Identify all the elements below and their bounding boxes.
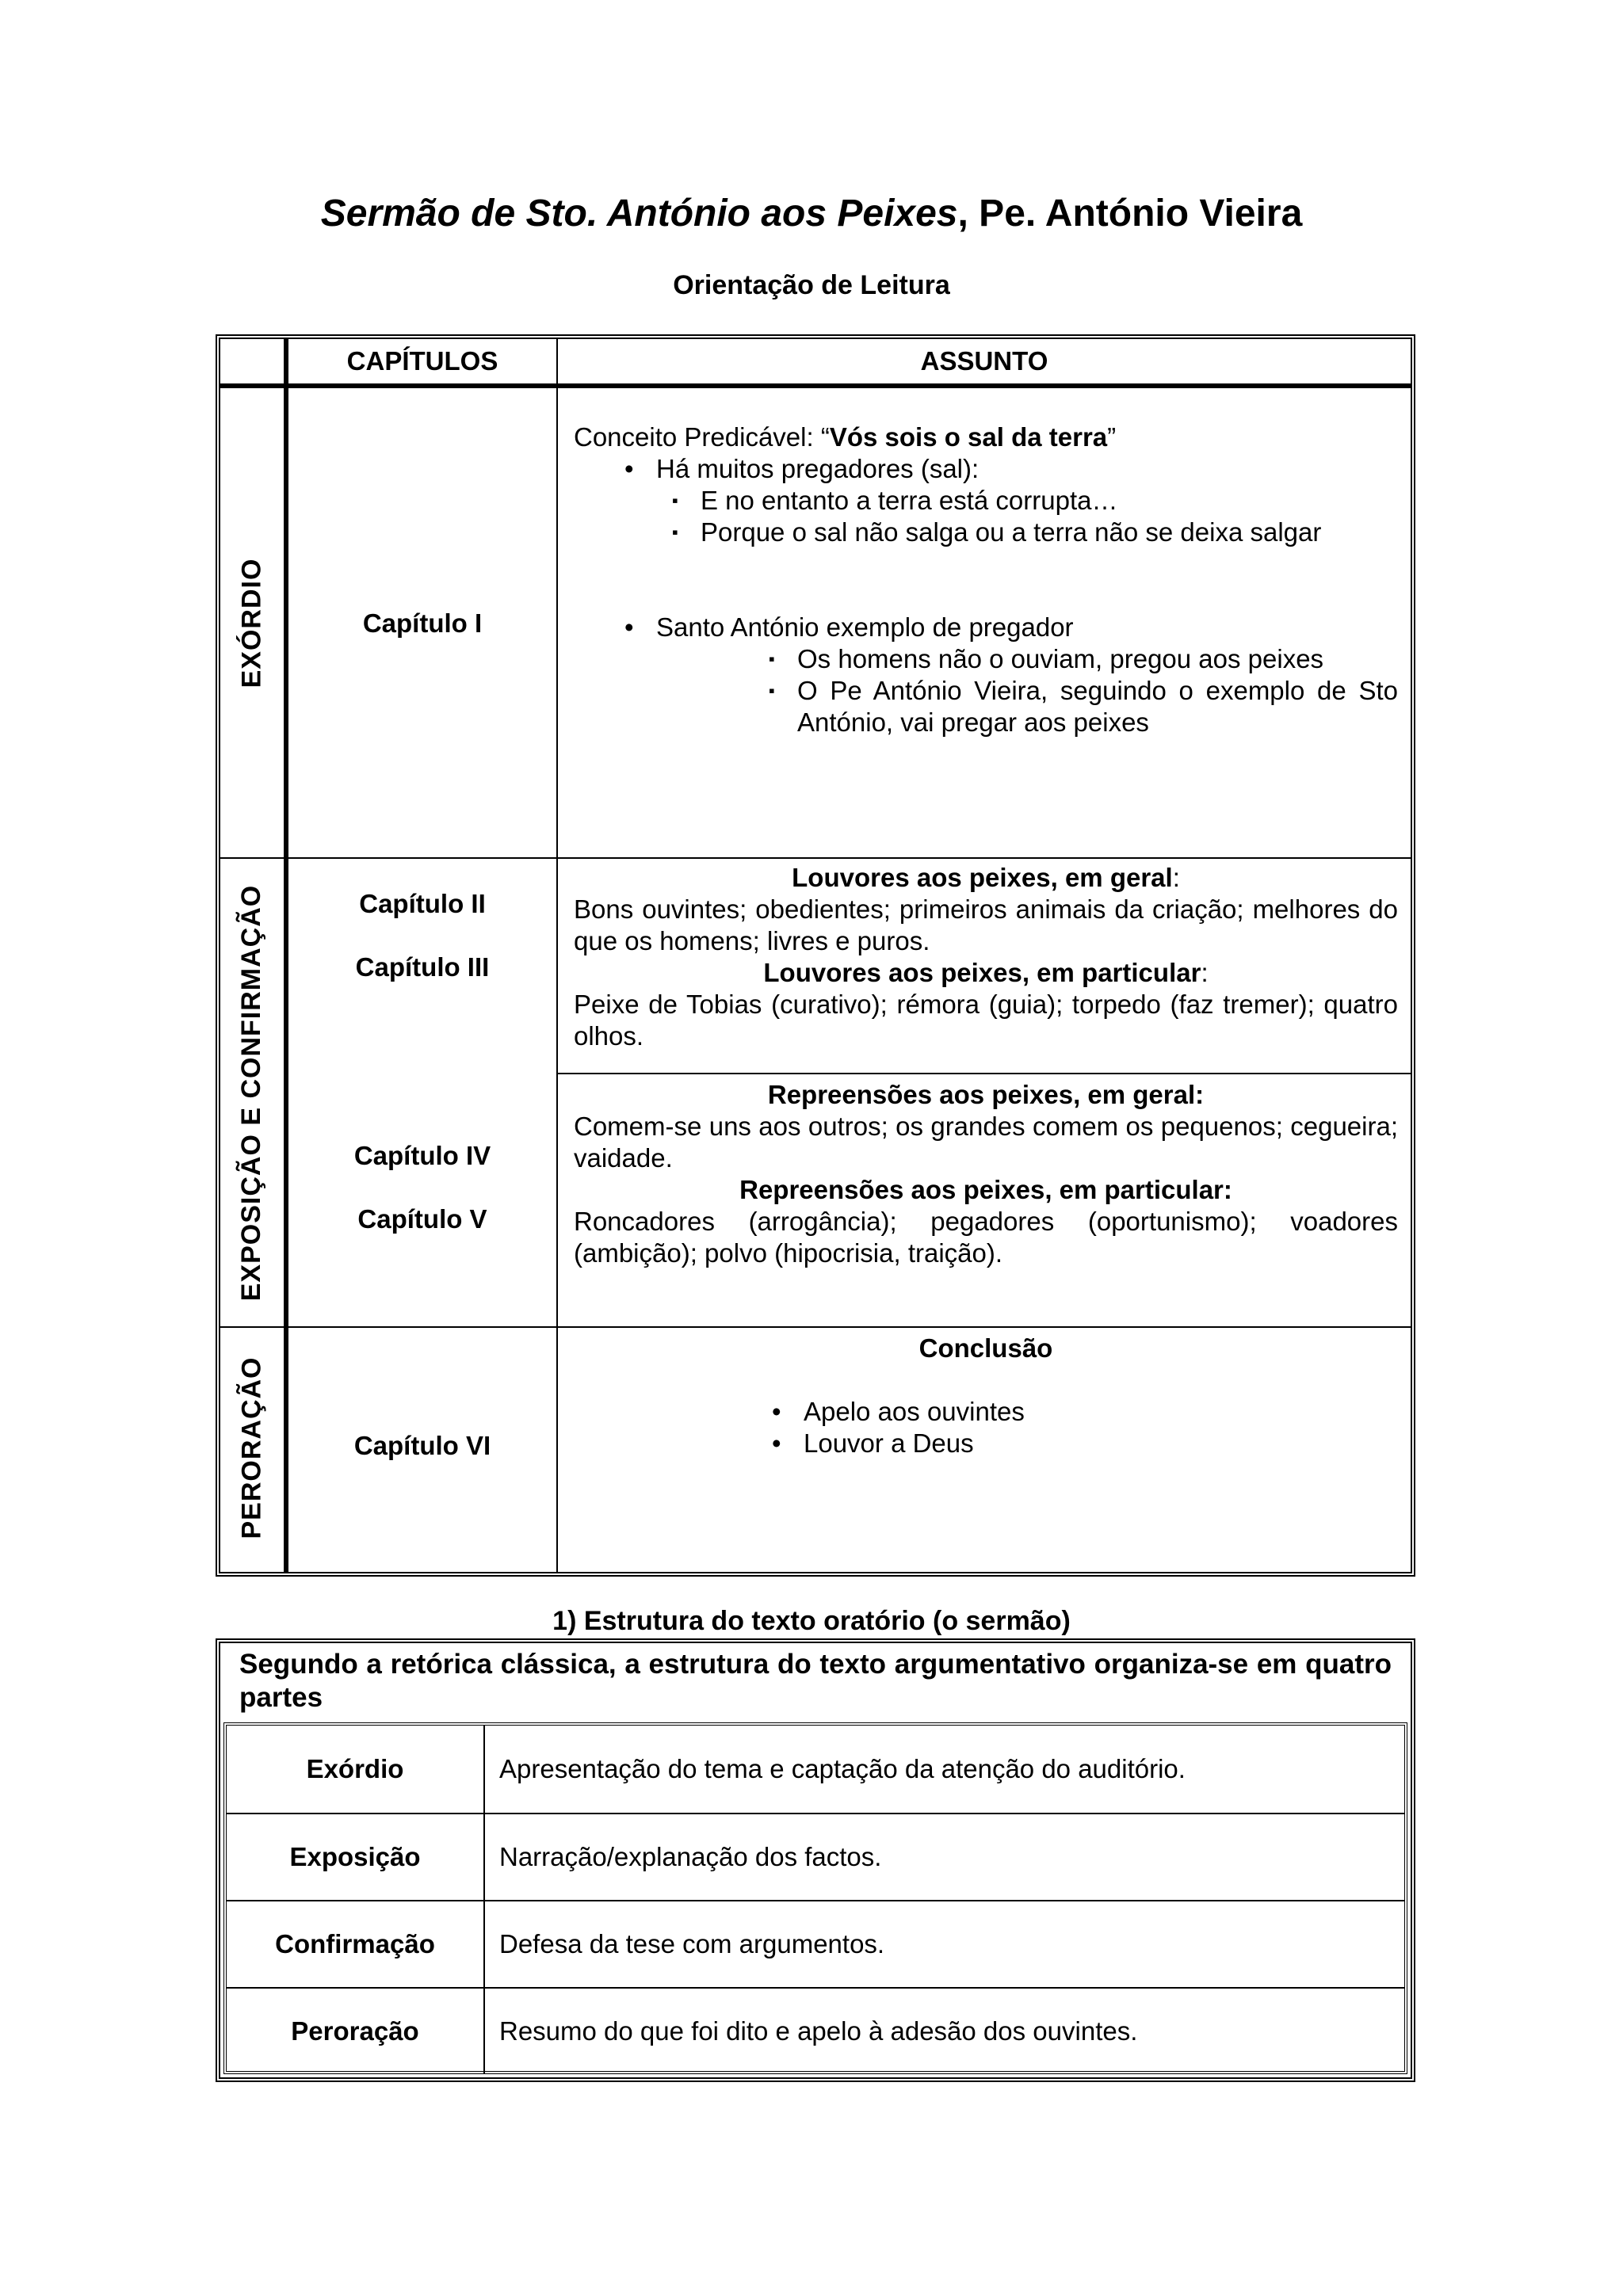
row-divider-praise xyxy=(556,1073,1411,1074)
structure-term: Exórdio xyxy=(306,1754,404,1783)
row-divider xyxy=(483,1989,485,2074)
header-subject: ASSUNTO xyxy=(920,346,1048,376)
structure-definition: Resumo do que foi dito e apelo à adesão dos ouvintes. xyxy=(499,2016,1138,2046)
square-bullet: ▪ xyxy=(769,649,775,669)
chapter-4: Capítulo IV xyxy=(353,1141,491,1170)
bullet-dot: • xyxy=(624,612,634,642)
header-chapters: CAPÍTULOS xyxy=(346,346,498,376)
concept-bold: Vós sois o sal da terra xyxy=(829,422,1108,452)
reproach-particular-title: Repreensões aos peixes, em particular: xyxy=(739,1175,1232,1204)
col-divider-2 xyxy=(556,339,558,1572)
reproach-general-text: Comem-se uns aos outros; os grandes comem os pequenos; cegueira; vaidade. xyxy=(574,1112,1398,1173)
structure-definition: Defesa da tese com argumentos. xyxy=(499,1929,885,1958)
praise-general-title: Louvores aos peixes, em geral xyxy=(792,863,1173,892)
square-bullet: ▪ xyxy=(672,522,678,542)
structure-rows xyxy=(223,1722,1407,2074)
conclusion-title: Conclusão xyxy=(918,1333,1053,1363)
table-row xyxy=(227,1900,1404,1987)
chapter-3: Capítulo III xyxy=(355,952,490,982)
table-row xyxy=(227,1987,1404,2074)
bullet-dot: • xyxy=(772,1428,781,1458)
row-divider-exposicao xyxy=(220,1326,1411,1328)
structure-definition: Narração/explanação dos factos. xyxy=(499,1842,882,1871)
label-exordio: EXÓRDIO xyxy=(236,558,267,688)
structure-table xyxy=(216,1638,1415,2082)
title-author: , Pe. António Vieira xyxy=(957,193,1303,235)
structure-term: Confirmação xyxy=(275,1929,435,1958)
structure-caption: Segundo a retórica clássica, a estrutura do texto argumentativo organiza-se em quatro partes xyxy=(239,1649,1392,1713)
bullet-item: • Apelo aos ouvintes xyxy=(772,1397,1025,1426)
sub-bullet-item: ▪ Porque o sal não salga ou a terra não se deixa salgar xyxy=(672,517,1322,547)
chapter-5: Capítulo V xyxy=(357,1204,487,1234)
row-divider xyxy=(483,1901,485,1987)
praise-particular-text: Peixe de Tobias (curativo); rémora (guia); torpedo (faz tremer); quatro olhos. xyxy=(574,990,1398,1051)
row-divider xyxy=(483,1726,485,1813)
reproach-particular-text: Roncadores (arrogância); pegadores (oportunismo); voadores (ambição); polvo (hipocrisia, traição). xyxy=(574,1207,1398,1268)
concept-line: Conceito Predicável: “Vós sois o sal da terra” xyxy=(574,422,1117,452)
bullet-dot: • xyxy=(624,454,634,483)
structure-definition: Apresentação do tema e captação da atenção do auditório. xyxy=(499,1754,1186,1783)
structure-term: Exposição xyxy=(289,1842,421,1871)
praise-general-text: Bons ouvintes; obedientes; primeiros animais da criação; melhores do que os homens; livres e puros. xyxy=(574,894,1398,955)
structure-term: Peroração xyxy=(291,2016,419,2046)
label-peroracao: PERORAÇÃO xyxy=(236,1356,267,1539)
peroracao-content xyxy=(574,1333,1398,1459)
label-exposicao-confirmacao: EXPOSIÇÃO E CONFIRMAÇÃO xyxy=(236,884,267,1301)
reproach-content xyxy=(574,1079,1398,1269)
bullet-item: • Há muitos pregadores (sal): xyxy=(624,454,980,483)
reading-guide-table xyxy=(216,334,1415,1577)
chapter-6: Capítulo VI xyxy=(353,1431,491,1460)
table-row xyxy=(227,1813,1404,1900)
exordio-content xyxy=(574,421,1398,738)
section-title: 1) Estrutura do texto oratório (o sermão) xyxy=(552,1606,1071,1636)
chapter-2: Capítulo II xyxy=(359,889,486,918)
praise-content: Louvores aos peixes, em geral: Bons ouvintes; obedientes; primeiros animais da criação; melhores do que os homens; livres e puros. Louvores aos peixes, em particular: Peixe de Tobias (curativo); rémora (guia); torpedo (faz tremer); quatro olhos. xyxy=(574,863,1398,1051)
sub-bullet-item: ▪ Os homens não o ouviam, pregou aos peixes xyxy=(769,644,1324,673)
table-row xyxy=(227,1726,1404,1813)
square-bullet: ▪ xyxy=(672,490,678,510)
bullet-item: • Santo António exemplo de pregador xyxy=(624,612,1074,642)
row-divider-exordio xyxy=(220,857,1411,859)
reproach-general-title: Repreensões aos peixes, em geral: xyxy=(767,1080,1205,1109)
sub-bullet-item: ▪ E no entanto a terra está corrupta… xyxy=(672,486,1118,515)
bullet-item: • Louvor a Deus xyxy=(772,1428,974,1458)
chapter-1: Capítulo I xyxy=(362,608,483,638)
page-title xyxy=(0,190,1623,238)
title-italic: Sermão de Sto. António aos Peixes xyxy=(320,193,958,235)
header-divider xyxy=(220,383,1411,388)
page-subtitle: Orientação de Leitura xyxy=(673,270,950,300)
square-bullet: ▪ xyxy=(769,681,775,700)
praise-particular-title: Louvores aos peixes, em particular xyxy=(763,958,1201,987)
row-divider xyxy=(483,1814,485,1900)
bullet-dot: • xyxy=(772,1397,781,1426)
sub-bullet-item: ▪ O Pe António Vieira, seguindo o exemplo de Sto António, vai pregar aos peixes xyxy=(769,676,1398,737)
